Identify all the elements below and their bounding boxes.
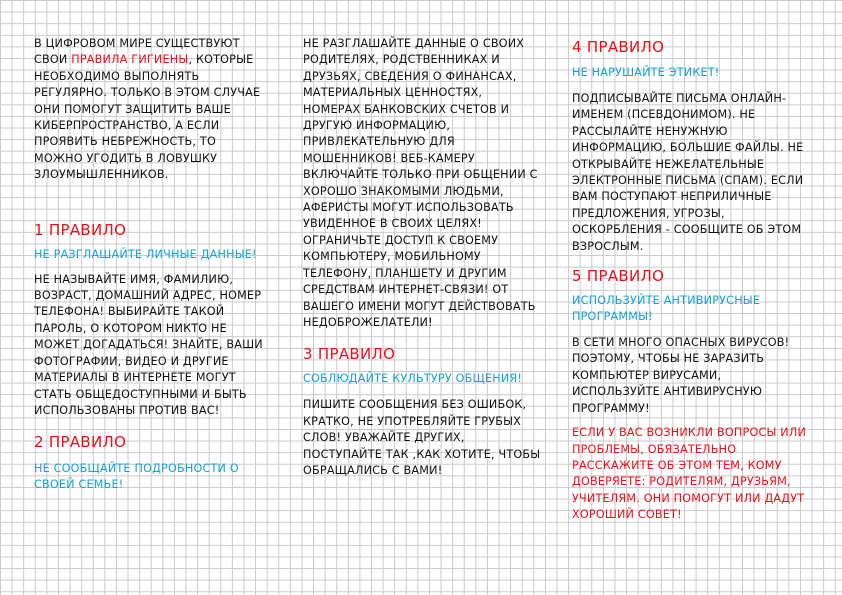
rule-1-subtitle: НЕ РАЗГЛАШАЙТЕ ЛИЧНЫЕ ДАННЫЕ! <box>34 247 257 261</box>
rule-5-subtitle: ИСПОЛЬЗУЙТЕ АНТИВИРУСНЫЕ ПРОГРАММЫ! <box>572 294 761 324</box>
rule-3-title: 3 ПРАВИЛО <box>303 345 396 364</box>
intro-before: В ЦИФРОВОМ МИРЕ СУЩЕСТВУЮТ СВОИ <box>34 37 240 67</box>
rule-1-title: 1 ПРАВИЛО <box>34 220 127 239</box>
rule-4-body: ПОДПИСЫВАЙТЕ ПИСЬМА ОНЛАЙН-ИМЕНЕМ (ПСЕВДОНИМОМ). НЕ РАССЫЛАЙТЕ НЕНУЖНУЮ ИНФОРМАЦИЮ, БОЛЬШИЕ ФАЙЛЫ. НЕ ОТКРЫВАЙТЕ НЕЖЕЛАТЕЛЬНЫЕ ЭЛЕКТРОННЫЕ ПИСЬМА (СПАМ). ЕСЛИ ВАМ ПОСТУПАЮТ НЕПРИЛИЧНЫЕ ПРЕДЛОЖЕНИЯ, УГРОЗЫ, ОСКОРБЛЕНИЯ - СООБЩИТЕ ОБ ЭТОМ ВЗРОСЛЫМ. <box>572 92 804 253</box>
closing-advice: ЕСЛИ У ВАС ВОЗНИКЛИ ВОПРОСЫ ИЛИ ПРОБЛЕМЫ, ОБЯЗАТЕЛЬНО РАССКАЖИТЕ ОБ ЭТОМ ТЕМ, КОМУ ДОВЕРЯЕТЕ: РОДИТЕЛЯМ, ДРУЗЬЯМ, УЧИТЕЛЯМ. ОНИ ПОМОГУТ ИЛИ ДАДУТ ХОРОШИЙ СОВЕТ! <box>572 426 807 522</box>
rule-5-body: В СЕТИ МНОГО ОПАСНЫХ ВИРУСОВ! ПОЭТОМУ, ЧТОБЫ НЕ ЗАРАЗИТЬ КОМПЬЮТЕР ВИРУСАМИ, ИСПОЛЬЗУЙТЕ АНТИВИРУСНУЮ ПРОГРАММУ! <box>572 336 790 415</box>
intro-after: , КОТОРЫЕ НЕОБХОДИМО ВЫПОЛНЯТЬ РЕГУЛЯРНО. ТОЛЬКО В ЭТОМ СЛУЧАЕ ОНИ ПОМОГУТ ЗАЩИТИТЬ ВАШЕ КИБЕРПРОСТРАНСТВО, А ЕСЛИ ПРОЯВИТЬ НЕБРЕЖНОСТЬ, ТО МОЖНО УГОДИТЬ В ЛОВУШКУ ЗЛОУМЫШЛЕННИКОВ. <box>34 53 261 182</box>
rule-3-body: ПИШИТЕ СООБЩЕНИЯ БЕЗ ОШИБОК, КРАТКО, НЕ УПОТРЕБЛЯЙТЕ ГРУБЫХ СЛОВ! УВАЖАЙТЕ ДРУГИХ, ПОСТУПАЙТЕ ТАК ,КАК ХОТИТЕ, ЧТОБЫ ОБРАЩАЛИСЬ С ВАМИ! <box>303 398 541 477</box>
rule-4-subtitle: НЕ НАРУШАЙТЕ ЭТИКЕТ! <box>572 66 720 79</box>
column-1 <box>34 36 266 493</box>
rule-2-title: 2 ПРАВИЛО <box>34 433 127 452</box>
column-2 <box>303 36 541 479</box>
rule-5-title: 5 ПРАВИЛО <box>572 267 665 286</box>
rule-1-body: НЕ НАЗЫВАЙТЕ ИМЯ, ФАМИЛИЮ, ВОЗРАСТ, ДОМАШНИЙ АДРЕС, НОМЕР ТЕЛЕФОНА! ВЫБИРАЙТЕ ТАКОЙ ПАРОЛЬ, О КОТОРОМ НИКТО НЕ МОЖЕТ ДОГАДАТЬСЯ! ЗНАЙТЕ, ВАШИ ФОТОГРАФИИ, ВИДЕО И ДРУГИЕ МАТЕРИАЛЫ В ИНТЕРНЕТЕ МОГУТ СТАТЬ ОБЩЕДОСТУПНЫМИ И БЫТЬ ИСПОЛЬЗОВАНЫ ПРОТИВ ВАС! <box>34 272 263 417</box>
intro-highlight: ПРАВИЛА ГИГИЕНЫ <box>71 53 189 67</box>
rule-4-title: 4 ПРАВИЛО <box>572 38 665 56</box>
column-3 <box>572 36 812 524</box>
rule-2-subtitle: НЕ СООБЩАЙТЕ ПОДРОБНОСТИ О СВОЕЙ СЕМЬЕ! <box>34 462 239 492</box>
rule-2-body: НЕ РАЗГЛАШАЙТЕ ДАННЫЕ О СВОИХ РОДИТЕЛЯХ, РОДСТВЕННИКАХ И ДРУЗЬЯХ, СВЕДЕНИЯ О ФИНАНСАХ, МАТЕРИАЛЬНЫХ ЦЕННОСТЯХ, НОМЕРАХ БАНКОВСКИХ СЧЕТОВ И ДРУГУЮ ИНФОРМАЦИЮ, ПРИВЛЕКАТЕЛЬНУЮ ДЛЯ МОШЕННИКОВ! ВЕБ-КАМЕРУ ВКЛЮЧАЙТЕ ТОЛЬКО ПРИ ОБЩЕНИИ С ХОРОШО ЗНАКОМЫМИ ЛЮДЬМИ, АФЕРИСТЫ МОГУТ ИСПОЛЬЗОВАТЬ УВИДЕННОЕ В СВОИХ ЦЕЛЯХ! ОГРАНИЧЬТЕ ДОСТУП К СВОЕМУ КОМПЬЮТЕРУ, МОБИЛЬНОМУ ТЕЛЕФОНУ, ПЛАНШЕТУ И ДРУГИМ СРЕДСТВАМ ИНТЕРНЕТ-СВЯЗИ! ОТ ВАШЕГО ИМЕНИ МОГУТ ДЕЙСТВОВАТЬ НЕДОБРОЖЕЛАТЕЛИ! <box>303 37 538 329</box>
rule-3-subtitle: СОБЛЮДАЙТЕ КУЛЬТУРУ ОБЩЕНИЯ! <box>303 372 523 386</box>
intro-text <box>34 36 266 184</box>
